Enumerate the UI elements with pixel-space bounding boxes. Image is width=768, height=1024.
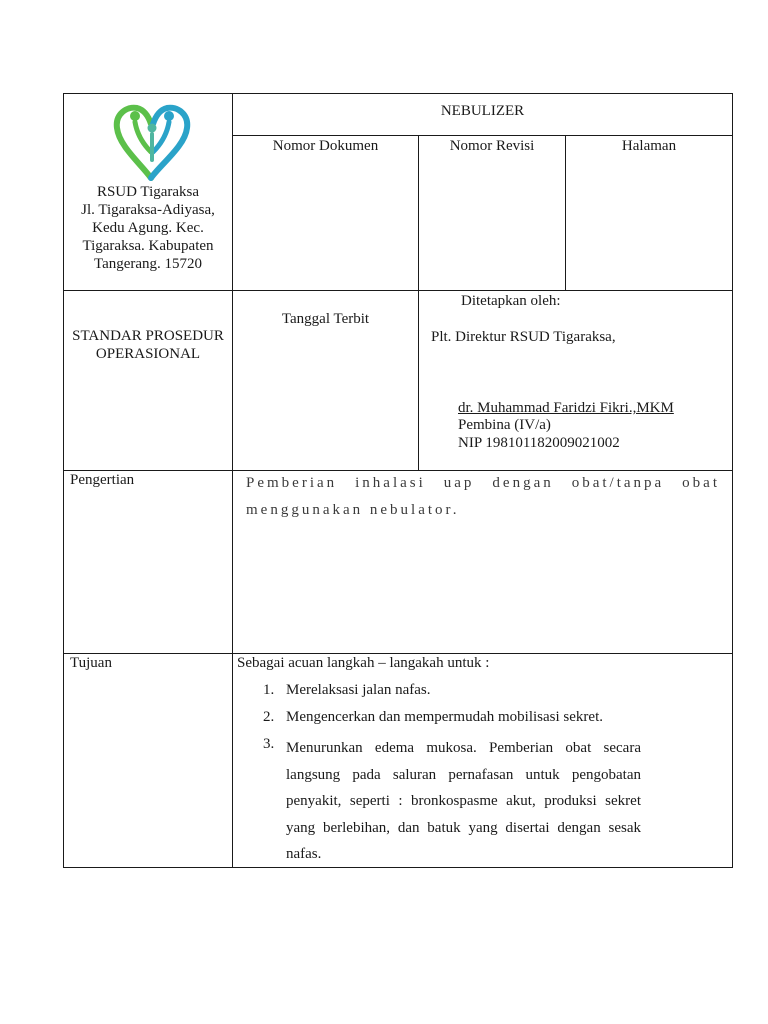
label-column-divider bbox=[232, 93, 233, 868]
table-border-right bbox=[732, 93, 733, 868]
hospital-heart-logo-icon bbox=[113, 102, 191, 182]
ditetapkan-oleh-label: Ditetapkan oleh: bbox=[461, 293, 561, 309]
table-border-top bbox=[63, 93, 733, 94]
hospital-name: RSUD Tigaraksa bbox=[96, 184, 200, 200]
list-item: Menurunkan edema mukosa. Pemberian obat secara langsung pada saluran pernafasan untuk pengobatan penyakit, seperti : bronkospasme akut, produksi sekret yang berlebihan, dan batuk yang disertai dengan sesak nafas. bbox=[286, 740, 641, 863]
nomor-dokumen-header: Nomor Dokumen bbox=[272, 138, 379, 154]
document-title: NEBULIZER bbox=[440, 103, 525, 119]
tujuan-label: Tujuan bbox=[70, 655, 112, 671]
tujuan-intro: Sebagai acuan langkah – langakah untuk : bbox=[237, 655, 490, 671]
tanggal-terbit-label: Tanggal Terbit bbox=[281, 311, 370, 327]
title-row-divider bbox=[232, 135, 733, 136]
sop-label: STANDAR PROSEDUR OPERASIONAL bbox=[72, 328, 224, 362]
jabatan-text: Plt. Direktur RSUD Tigaraksa, bbox=[431, 329, 616, 345]
pengertian-text: Pemberian inhalasi uap dengan obat/tanpa obat menggunakan nebulator. bbox=[246, 475, 720, 518]
address-line-1: Jl. Tigaraksa-Adiyasa, bbox=[81, 202, 215, 218]
list-item: Merelaksasi jalan nafas. bbox=[286, 682, 431, 698]
nomor-revisi-header: Nomor Revisi bbox=[449, 138, 535, 154]
list-item: Mengencerkan dan mempermudah mobilisasi sekret. bbox=[286, 709, 603, 725]
header-bottom-border bbox=[63, 290, 733, 291]
address-line-2: Kedu Agung. Kec. bbox=[92, 220, 204, 236]
signatory-nip: NIP 198101182009021002 bbox=[458, 435, 620, 451]
signatory-name: dr. Muhammad Faridzi Fikri.,MKM bbox=[458, 400, 674, 416]
list-item-number: 1. bbox=[263, 682, 275, 698]
list-item-number: 3. bbox=[263, 736, 275, 752]
address-line-4: Tangerang. 15720 bbox=[93, 256, 203, 272]
signatory-rank: Pembina (IV/a) bbox=[458, 417, 551, 433]
address-line-3: Tigaraksa. Kabupaten bbox=[82, 238, 214, 254]
dokumen-revisi-divider bbox=[418, 135, 419, 470]
halaman-header: Halaman bbox=[621, 138, 677, 154]
revisi-halaman-divider bbox=[565, 135, 566, 290]
list-item-number: 2. bbox=[263, 709, 275, 725]
pengertian-label: Pengertian bbox=[70, 472, 135, 488]
